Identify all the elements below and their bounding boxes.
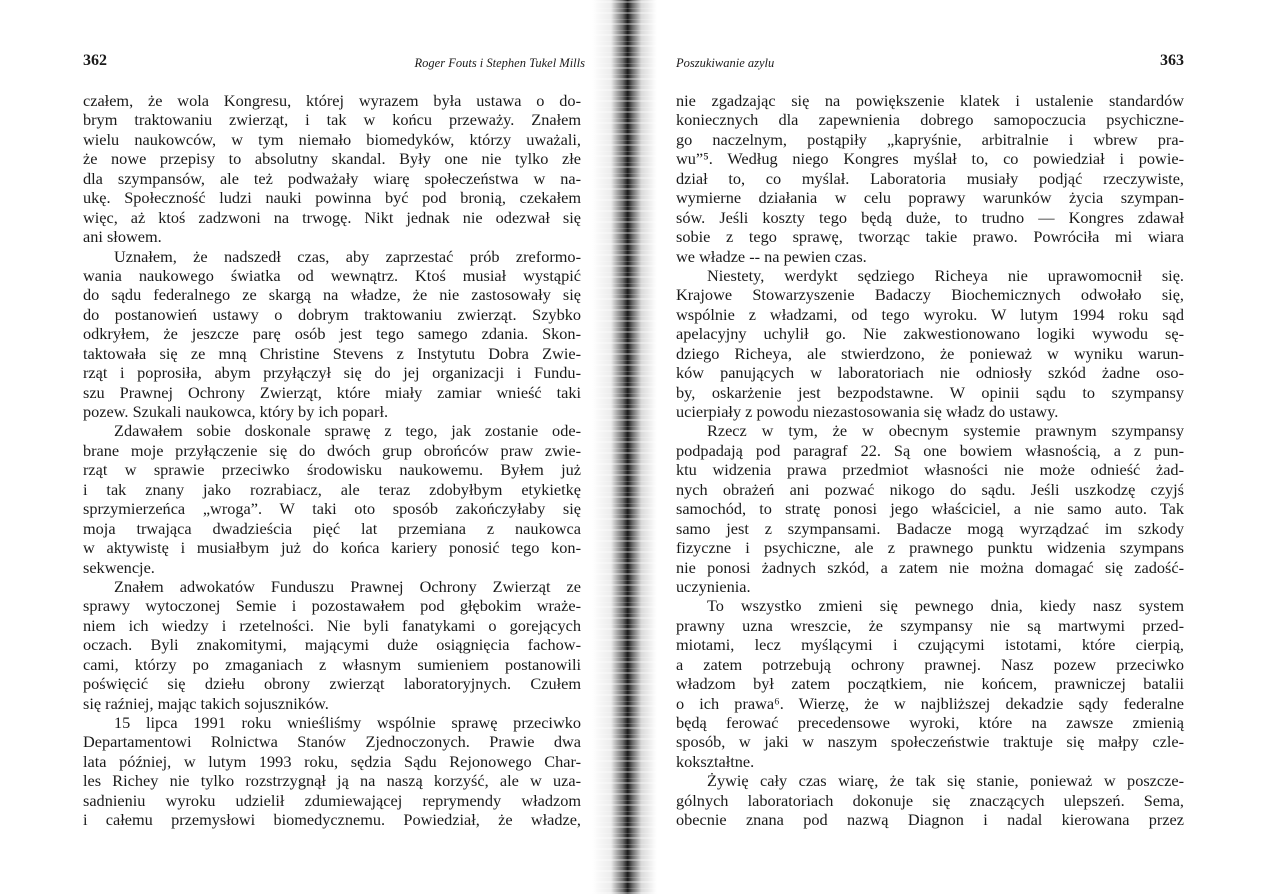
text-line: wania naukowego światka od wewnątrz. Ktoś musiał wystąpić xyxy=(83,265,581,285)
text-line: szu Prawnej Ochrony Zwierząt, które miały zamiar wnieść taki xyxy=(83,382,581,402)
text-line: koniecznych dla zapewnienia dobrego samopoczucia psychiczne- xyxy=(676,110,1184,130)
text-line: 15 lipca 1991 roku wnieśliśmy wspólnie sprawę przeciwko xyxy=(114,713,581,732)
text-line: kokształtne. xyxy=(676,751,755,771)
text-line: sobie z tego sprawę, tworząc takie prawo. Powróciła mi wiara xyxy=(676,227,1184,247)
text-line: prawny uzna wreszcie, że szympansy nie są martwymi przed- xyxy=(676,615,1184,635)
text-line: nie ponosi żadnych szkód, a zatem nie można domagać się zadość- xyxy=(676,557,1184,577)
text-line: ucierpiały z powodu niezastosowania się władz do ustawy. xyxy=(676,402,1059,421)
text-line: wielu naukowców, w tym niemało biomedyków, którzy uważali, xyxy=(83,129,581,149)
text-line: Departamentowi Rolnictwa Stanów Zjednoczonych. Prawie dwa xyxy=(83,732,581,752)
text-line: nie zgadzając się na powiększenie klatek i ustalenie standardów xyxy=(676,91,1184,110)
paragraph xyxy=(83,577,581,713)
text-line: sadnieniu wyroku udzielił zdumiewającej reprymendy władzom xyxy=(83,790,581,810)
text-line: samo jest z szympansami. Badacze mogą wyrządzać im szkody xyxy=(676,518,1184,538)
paragraph xyxy=(83,247,581,422)
text-line: ków panujących w laboratoriach nie odniosły szkód żadne oso- xyxy=(676,363,1184,383)
text-line: obecnie znana pod nazwą Diagnon i nadal kierowana przez xyxy=(676,810,1184,830)
running-head: Roger Fouts i Stephen Tukel Mills xyxy=(414,56,585,70)
paragraph xyxy=(676,91,1184,266)
text-line: odkryłem, że jeszcze parę osób jest tego samego zdania. Skon- xyxy=(83,324,581,344)
text-line: nych obrażeń ani pozwać nikogo do sądu. Jeśli uszkodzę czyjś xyxy=(676,479,1184,499)
paragraph xyxy=(676,596,1184,771)
text-line: się raźniej, mając takich sojuszników. xyxy=(83,693,329,713)
text-line: i tak znany jako rozrabiacz, ale teraz zdobyłbym etykietkę xyxy=(83,479,581,499)
paragraph xyxy=(83,713,581,830)
text-line: podpadają pod paragraf 22. Są one bowiem własnością, a z pun- xyxy=(676,440,1184,460)
text-line: dla szympansów, ale też podważały wiarę społeczeństwa w na- xyxy=(83,168,581,188)
paragraph xyxy=(676,421,1184,596)
text-line: we władze -- na pewien czas. xyxy=(676,246,867,266)
text-line: dział to, co myślał. Laboratoria musiały podjąć rzeczywiste, xyxy=(676,168,1184,188)
text-line: ukę. Społeczność ludzi nauki powinna być pod bronią, czekałem xyxy=(83,188,581,208)
text-line: uczynienia. xyxy=(676,576,751,596)
text-line: o ich prawa⁶. Wierzę, że w najbliższej dekadzie sądy federalne xyxy=(676,693,1184,713)
book-gutter xyxy=(592,0,668,894)
text-line: moja trwająca dwadzieścia pięć lat przemiana z naukowca xyxy=(83,518,581,538)
text-line: brane moje przyłączenie się do dwóch grup obrońców praw zwie- xyxy=(83,440,581,460)
text-line: będą ferować precedensowe wyroki, które na zawsze zmienią xyxy=(676,713,1184,732)
text-line: czałem, że wola Kongresu, której wyrazem była ustawa o do- xyxy=(83,91,581,110)
text-line: sów. Jeśli koszty tego będą duże, to trudno — Kongres zdawał xyxy=(676,207,1184,227)
text-line: oczach. Byli znakomitymi, mającymi duże osiągnięcia fachow- xyxy=(83,635,581,655)
page-number: 362 xyxy=(83,52,107,69)
text-line: więc, aż ktoś zadzwoni na trwogę. Nikt jednak nie odezwał się xyxy=(83,207,581,227)
paragraph xyxy=(83,421,581,577)
text-line: To wszystko zmieni się pewnego dnia, kiedy nasz system xyxy=(707,596,1184,616)
text-line: w aktywistę i musiałbym już do końca kariery ponosić tego kon- xyxy=(83,538,581,558)
text-line: go naczelnym, postąpiły „kapryśnie, arbitralnie i wbrew pra- xyxy=(676,129,1184,149)
text-line: Rzecz w tym, że w obecnym systemie prawnym szympansy xyxy=(707,421,1184,441)
paragraph xyxy=(676,771,1184,829)
text-line: brym traktowaniu zwierząt, i tak w końcu przeważy. Znałem xyxy=(83,110,581,130)
page-body xyxy=(676,91,1184,830)
text-line: samochód, to stratę ponosi jego właściciel, a nie samo auto. Tak xyxy=(676,499,1184,519)
text-line: wymierne działania w celu poprawy warunków życia szympan- xyxy=(676,188,1184,208)
text-line: les Richey nie tylko rozstrzygnął ją na naszą korzyść, ale w uza- xyxy=(83,771,581,791)
text-line: sprawy wytoczonej Semie i pozostawałem pod głębokim wraże- xyxy=(83,596,581,616)
text-line: Uznałem, że nadszedł czas, aby zaprzestać prób zreformo- xyxy=(114,246,581,266)
text-line: Krajowe Stowarzyszenie Badaczy Biochemicznych odwołało się, xyxy=(676,285,1184,305)
text-line: dziego Richeya, ale stwierdzono, że ponieważ w wyniku warun- xyxy=(676,343,1184,363)
text-line: fizyczne i psychiczne, ale z prawnego punktu widzenia szympans xyxy=(676,538,1184,558)
text-line: gólnych laboratoriach dokonuje się znaczących ulepszeń. Sema, xyxy=(676,790,1184,810)
text-line: sposób, w jaki w naszym społeczeństwie traktuje się małpy czle- xyxy=(676,732,1184,752)
text-line: sekwencje. xyxy=(83,557,155,577)
text-line: Żywię cały czas wiarę, że tak się stanie, ponieważ w poszcze- xyxy=(707,771,1184,791)
paragraph xyxy=(83,91,581,247)
text-line: pozew. Szukali naukowca, który by ich poparł. xyxy=(83,402,389,421)
text-line: ani słowem. xyxy=(83,227,162,247)
text-line: że nowe przepisy to absolutny skandal. Były one nie tylko złe xyxy=(83,149,581,169)
text-line: apelacyjny uchylił go. Nie zakwestionowano logiki wywodu sę- xyxy=(676,324,1184,344)
text-line: cami, którzy po zmaganiach z własnym sumieniem postanowili xyxy=(83,654,581,674)
text-line: władzom był zatem początkiem, nie końcem, prawniczej batalii xyxy=(676,674,1184,694)
text-line: Znałem adwokatów Funduszu Prawnej Ochrony Zwierząt ze xyxy=(114,576,581,596)
text-line: i całemu przemysłowi biomedycznemu. Powiedział, że władze, xyxy=(83,810,581,830)
text-line: do postanowień ustawy o dobrym traktowaniu zwierząt. Szybko xyxy=(83,304,581,324)
text-line: rząt w sprawie przeciwko środowisku naukowemu. Byłem już xyxy=(83,460,581,480)
text-line: a zatem potrzebują ochrony prawnej. Nasz pozew przeciwko xyxy=(676,654,1184,674)
text-line: by, oskarżenie jest bezpodstawne. W opinii sądu to szympansy xyxy=(676,382,1184,402)
text-line: taktowała się ze mną Christine Stevens z Instytutu Dobra Zwie- xyxy=(83,343,581,363)
page-number: 363 xyxy=(1160,52,1184,69)
running-head: Poszukiwanie azylu xyxy=(676,56,775,70)
text-line: rząt i poprosiła, abym przyłączył się do jej organizacji i Fundu- xyxy=(83,363,581,383)
text-line: do sądu federalnego ze skargą na władze, że nie zastosowały się xyxy=(83,285,581,305)
text-line: miotami, lecz myślącymi i czującymi istotami, które cierpią, xyxy=(676,635,1184,655)
text-line: sprzymierzeńca „wroga”. W taki oto sposób zakończyłaby się xyxy=(83,499,581,519)
text-line: Zdawałem sobie doskonale sprawę z tego, jak zostanie ode- xyxy=(114,421,581,441)
paragraph xyxy=(676,266,1184,422)
page-body xyxy=(83,91,581,830)
text-line: lata później, w lutym 1993 roku, sędzia Sądu Rejonowego Char- xyxy=(83,751,581,771)
text-line: niem ich wiedzy i rzetelności. Nie byli fanatykami o gorejących xyxy=(83,615,581,635)
text-line: ktu widzenia prawa przedmiot własności nie może odnieść żad- xyxy=(676,460,1184,480)
text-line: wspólnie z władzami, od tego wyroku. W lutym 1994 roku sąd xyxy=(676,304,1184,324)
text-line: poświęcić się dziełu obrony zwierząt laboratoryjnych. Czułem xyxy=(83,674,581,694)
text-line: wu”⁵. Według niego Kongres myślał to, co powiedział i powie- xyxy=(676,149,1184,169)
text-line: Niestety, werdykt sędziego Richeya nie uprawomocnił się. xyxy=(707,265,1184,285)
